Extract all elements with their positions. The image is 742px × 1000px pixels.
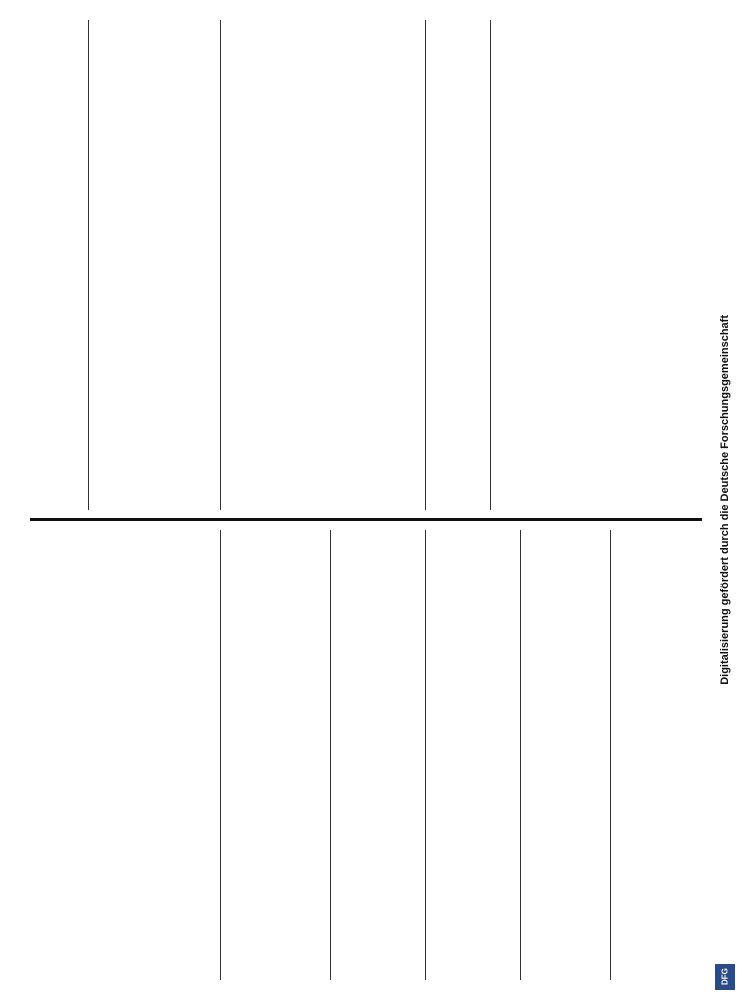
column-rule <box>610 530 611 980</box>
footer-text: Digitalisierung gefördert durch die Deutsche Forschungsgemeinschaft <box>719 315 731 685</box>
table-column <box>226 30 416 500</box>
table-column <box>430 535 610 965</box>
column-rule <box>490 20 491 510</box>
table-divider <box>30 518 702 521</box>
scanned-table <box>30 20 702 980</box>
column-rule <box>220 530 221 980</box>
column-rule <box>330 530 331 980</box>
table-column <box>94 30 214 500</box>
column-rule <box>220 20 221 510</box>
digitization-footer <box>714 40 736 960</box>
table-column <box>430 30 485 500</box>
table-column <box>34 30 84 500</box>
column-rule <box>88 20 89 510</box>
dfg-logo-icon: DFG <box>715 964 735 990</box>
table-column <box>226 535 326 965</box>
column-rule <box>425 20 426 510</box>
table-column <box>335 535 420 965</box>
column-rule <box>425 530 426 980</box>
